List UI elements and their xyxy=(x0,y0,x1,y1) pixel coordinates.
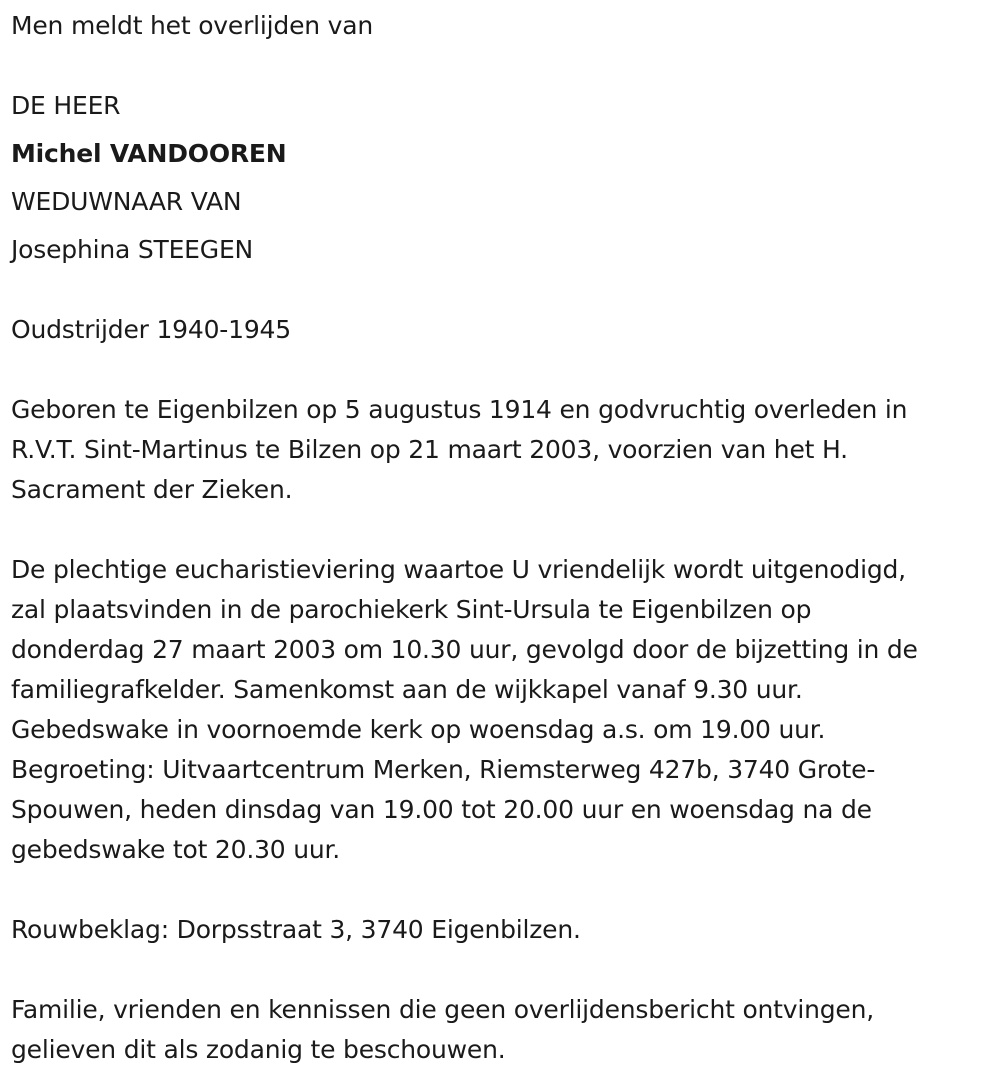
ceremony-line: familiegrafkelder. Samenkomst aan de wijkkapel vanaf 9.30 uur. xyxy=(11,675,803,704)
closing-line: gelieven dit als zodanig te beschouwen. xyxy=(11,1035,506,1064)
deceased-name: Michel VANDOOREN xyxy=(11,139,287,168)
spouse-name: Josephina STEEGEN xyxy=(11,235,254,264)
widower-label: WEDUWNAAR VAN xyxy=(11,187,242,216)
ceremony-line: donderdag 27 maart 2003 om 10.30 uur, gevolgd door de bijzetting in de xyxy=(11,635,918,664)
birth-death-line: Geboren te Eigenbilzen op 5 augustus 1914 en godvruchtig overleden in xyxy=(11,395,908,424)
ceremony-line: gebedswake tot 20.30 uur. xyxy=(11,835,341,864)
ceremony-line: De plechtige eucharistieviering waartoe U vriendelijk wordt uitgenodigd, xyxy=(11,555,906,584)
birth-death-line: Sacrament der Zieken. xyxy=(11,475,293,504)
birth-death-line: R.V.T. Sint-Martinus te Bilzen op 21 maart 2003, voorzien van het H. xyxy=(11,435,848,464)
ceremony-line: Gebedswake in voornoemde kerk op woensdag a.s. om 19.00 uur. xyxy=(11,715,826,744)
ceremony-line: zal plaatsvinden in de parochiekerk Sint-Ursula te Eigenbilzen op xyxy=(11,595,812,624)
intro-text: Men meldt het overlijden van xyxy=(11,11,374,40)
ceremony-line: Spouwen, heden dinsdag van 19.00 tot 20.00 uur en woensdag na de xyxy=(11,795,872,824)
closing-line: Familie, vrienden en kennissen die geen overlijdensbericht ontvingen, xyxy=(11,995,875,1024)
condolences-text: Rouwbeklag: Dorpsstraat 3, 3740 Eigenbilzen. xyxy=(11,915,581,944)
veteran-text: Oudstrijder 1940-1945 xyxy=(11,315,291,344)
ceremony-line: Begroeting: Uitvaartcentrum Merken, Riemsterweg 427b, 3740 Grote- xyxy=(11,755,876,784)
title-text: DE HEER xyxy=(11,91,121,120)
